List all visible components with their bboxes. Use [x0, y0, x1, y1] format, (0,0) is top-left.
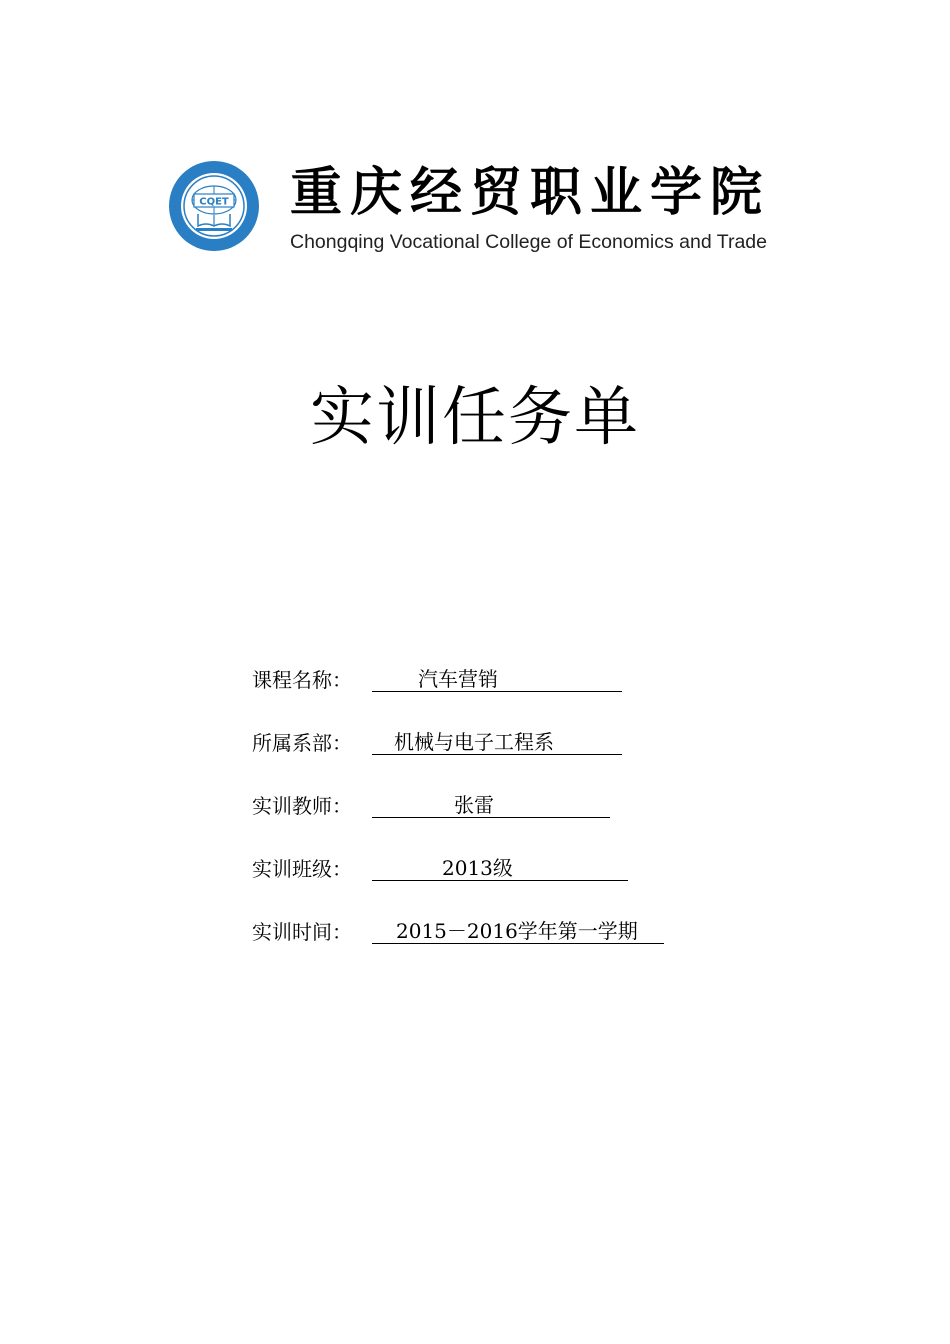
time-field [372, 919, 664, 944]
course-field [372, 667, 622, 692]
class-value: 2013级 [442, 856, 513, 880]
class-label: 实训班级： [252, 857, 352, 881]
school-header [168, 160, 798, 260]
teacher-label: 实训教师： [252, 794, 352, 818]
course-label: 课程名称： [252, 668, 352, 692]
document-title: 实训任务单 [310, 381, 640, 455]
school-name-en: Chongqing Vocational College of Economics and Trade [290, 231, 767, 253]
teacher-field [372, 793, 610, 818]
class-field [372, 856, 628, 881]
seal-text: CQET [199, 196, 229, 208]
time-label: 实训时间： [252, 920, 352, 944]
school-name-cn: 重庆经贸职业学院 [290, 162, 771, 223]
teacher-value: 张雷 [454, 793, 494, 817]
course-value: 汽车营销 [418, 667, 498, 691]
department-field [372, 730, 622, 755]
department-label: 所属系部： [252, 731, 352, 755]
department-value: 机械与电子工程系 [394, 730, 554, 754]
time-value: 2015－2016学年第一学期 [396, 919, 638, 943]
school-seal-icon [168, 160, 260, 252]
